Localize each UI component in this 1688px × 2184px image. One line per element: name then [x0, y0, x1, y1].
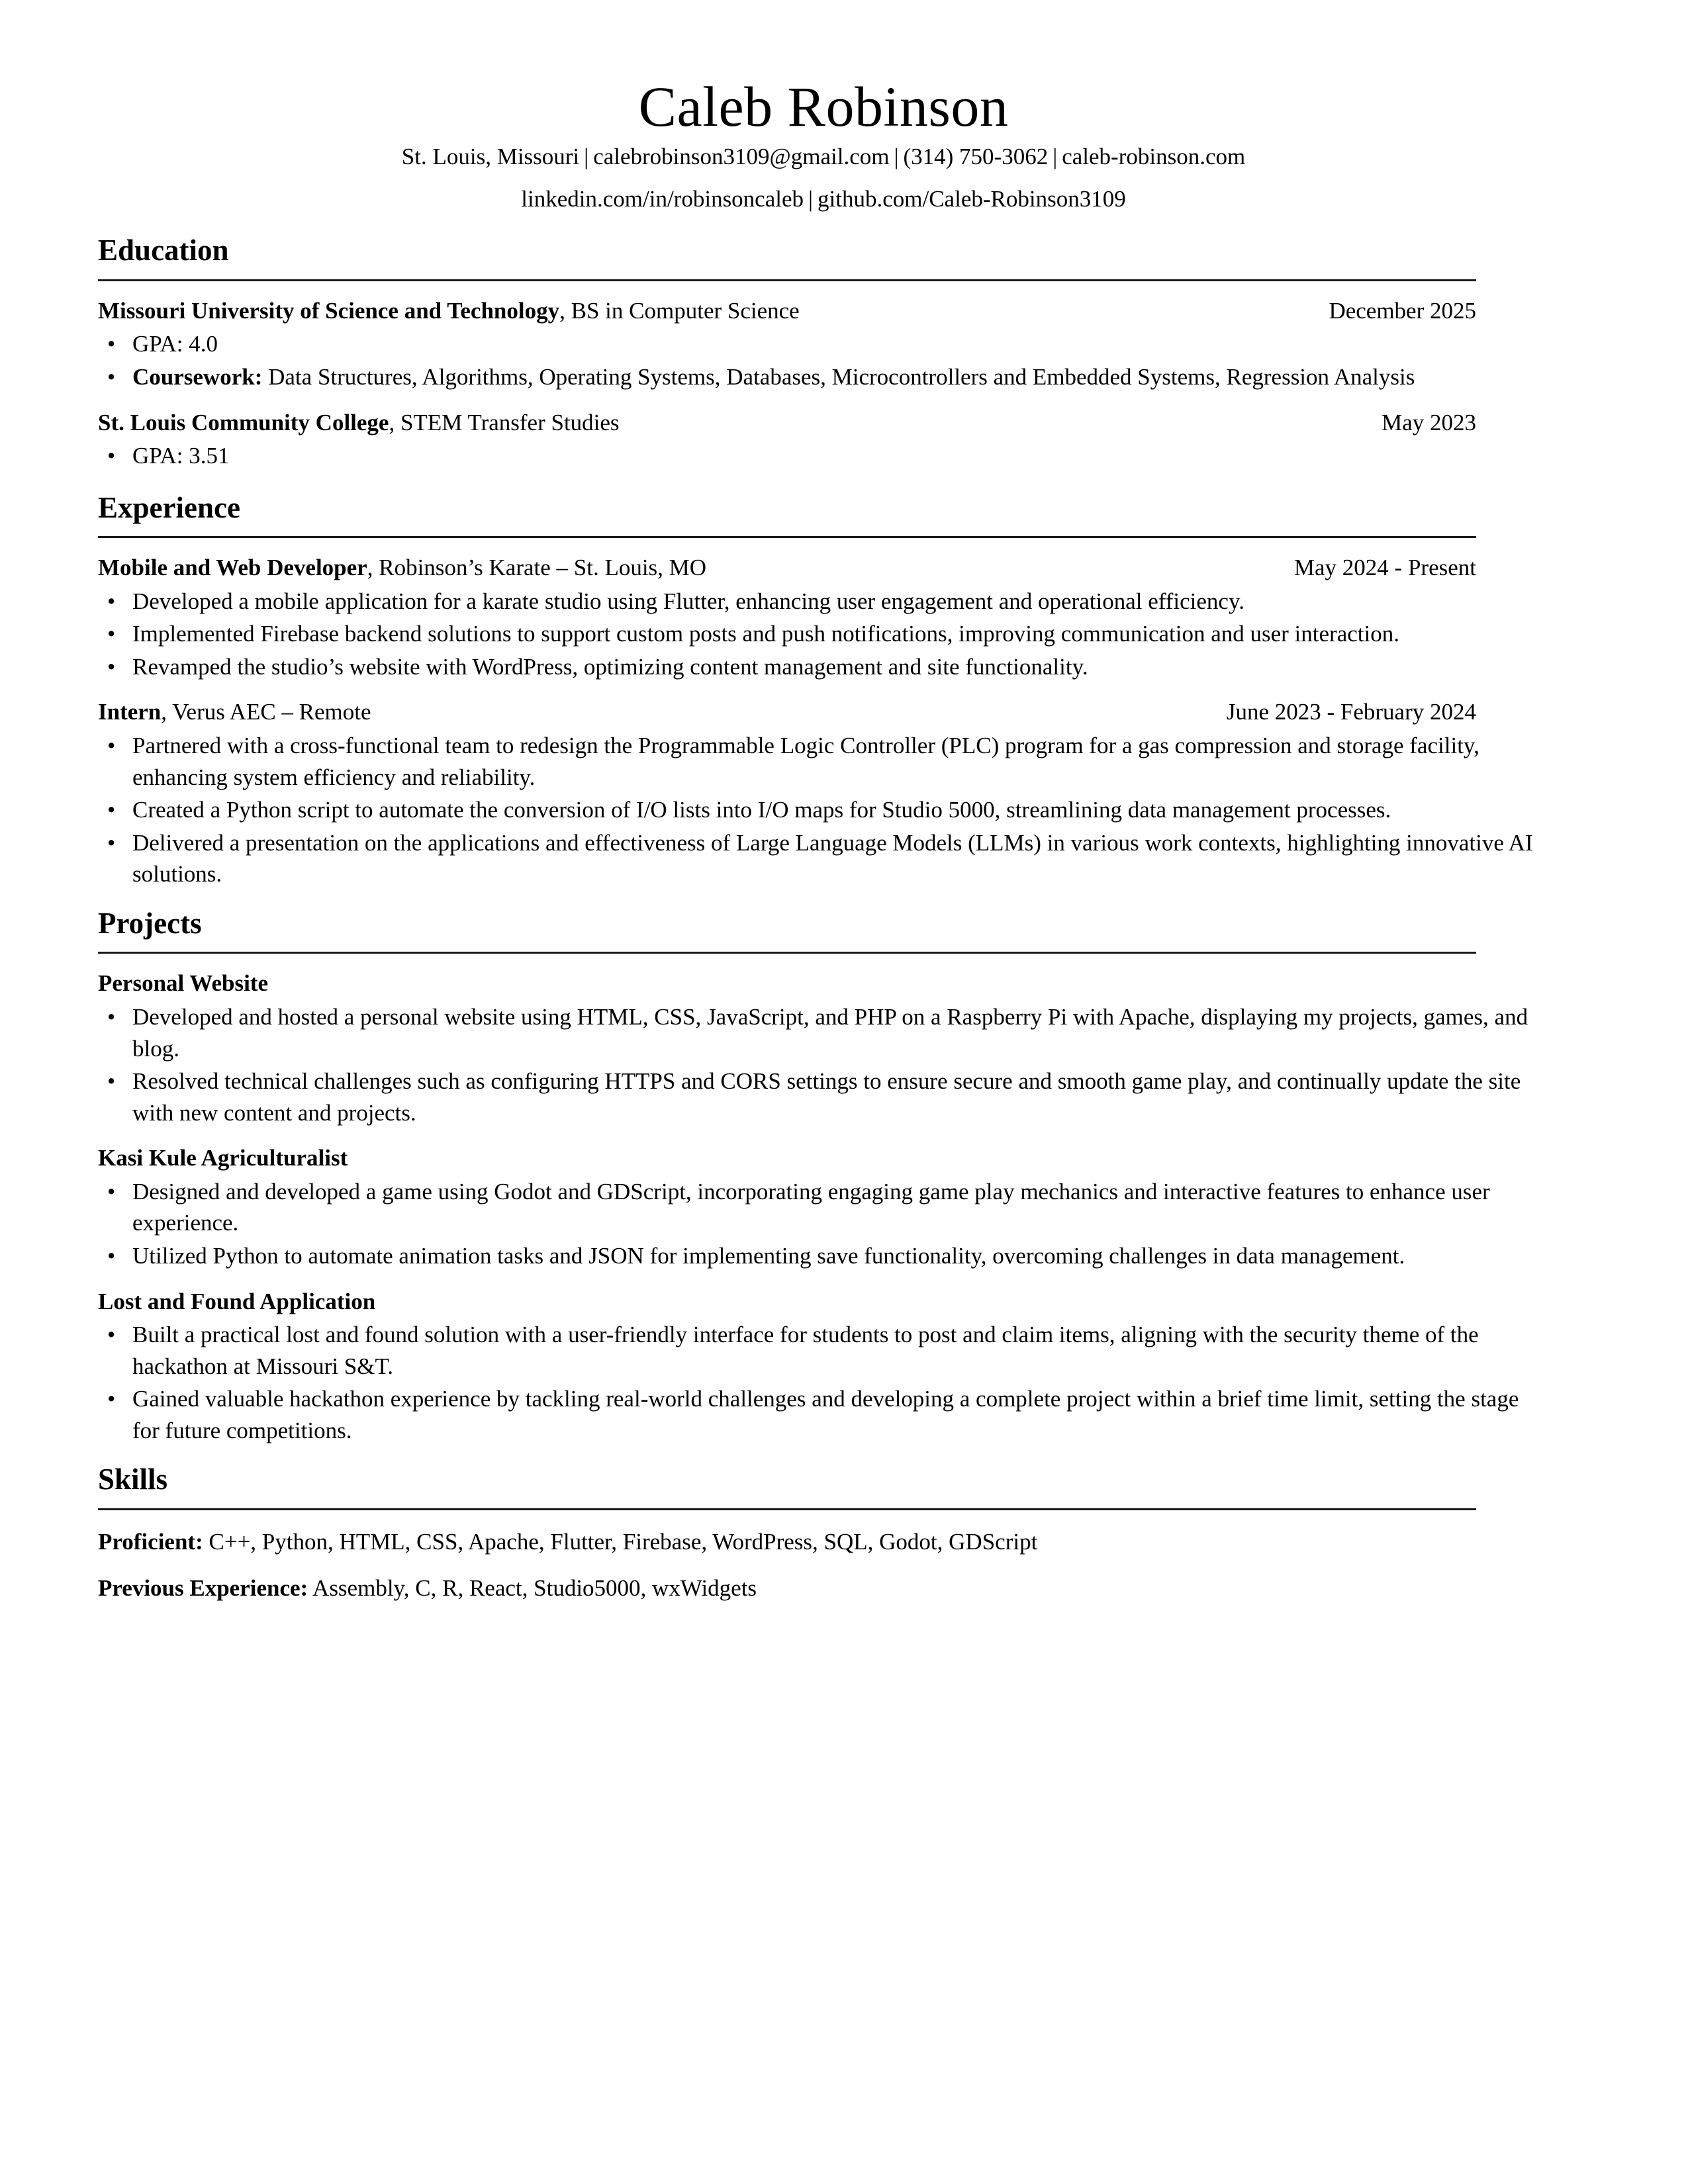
- list-item: [98, 827, 1549, 890]
- contact-linkedin[interactable]: linkedin.com/in/robinsoncaleb: [521, 186, 804, 212]
- section-divider: [98, 279, 1476, 281]
- section-education: [98, 234, 1549, 471]
- bullet-text: Delivered a presentation on the applications and effectiveness of Large Language Models (LLMs) in various work contexts, highlighting innovative AI solutions.: [132, 829, 1533, 887]
- section-title-projects: Projects: [98, 906, 202, 940]
- bullet-text: Revamped the studio’s website with WordPress, optimizing content management and site functionality.: [132, 653, 1088, 680]
- project-name: Personal Website: [98, 970, 268, 997]
- contact-line-primary: [98, 142, 1549, 172]
- project-entry: [98, 1143, 1549, 1271]
- skill-label: Previous Experience:: [98, 1574, 308, 1601]
- list-item: [98, 586, 1549, 617]
- bullet-list: [98, 1176, 1549, 1272]
- list-item: [98, 1176, 1549, 1239]
- bullet-text: Developed a mobile application for a karate studio using Flutter, enhancing user engagement and operational efficiency.: [132, 588, 1244, 614]
- list-item: [98, 618, 1549, 650]
- separator-icon: |: [584, 144, 589, 169]
- institution-name: St. Louis Community College: [98, 409, 389, 435]
- list-item: [98, 440, 1549, 472]
- section-divider: [98, 952, 1476, 954]
- section-experience: [98, 492, 1549, 890]
- institution-detail: , STEM Transfer Studies: [389, 409, 620, 435]
- bullet-text: Gained valuable hackathon experience by tackling real-world challenges and developing a complete project within a brief time limit, setting the stage for future competitions.: [132, 1386, 1519, 1443]
- section-title-skills: Skills: [98, 1463, 168, 1496]
- job-title: Intern: [98, 699, 162, 725]
- bullet-list: [98, 328, 1549, 392]
- employer-detail: , Verus AEC – Remote: [161, 699, 371, 725]
- employer-detail: , Robinson’s Karate – St. Louis, MO: [367, 555, 707, 581]
- skill-values: C++, Python, HTML, CSS, Apache, Flutter, Firebase, WordPress, SQL, Godot, GDScript: [203, 1528, 1038, 1555]
- entry-header: [98, 697, 1476, 727]
- entry-date: May 2023: [1382, 409, 1476, 435]
- bullet-text: Implemented Firebase backend solutions to support custom posts and push notifications, improving communication and user interaction.: [132, 621, 1399, 647]
- separator-icon: |: [808, 186, 814, 212]
- skill-values: Assembly, C, R, React, Studio5000, wxWidgets: [308, 1574, 757, 1601]
- contact-line-secondary: [98, 184, 1549, 214]
- list-item: [98, 794, 1549, 826]
- bullet-text: Resolved technical challenges such as configuring HTTPS and CORS settings to ensure secure and smooth game play, and continually update the site with new content and projects.: [132, 1068, 1521, 1126]
- list-item: [98, 361, 1549, 393]
- bullet-text: GPA: 4.0: [132, 331, 218, 357]
- contact-github[interactable]: github.com/Caleb-Robinson3109: [818, 186, 1126, 212]
- institution-name: Missouri University of Science and Technology: [98, 297, 560, 324]
- bullet-list: [98, 1319, 1549, 1446]
- bullet-list: [98, 730, 1549, 890]
- list-item: [98, 1240, 1549, 1272]
- section-divider: [98, 1508, 1476, 1510]
- skill-line-proficient: [98, 1526, 1549, 1558]
- education-entry: [98, 408, 1549, 472]
- section-title-experience: Experience: [98, 490, 240, 524]
- contact-email[interactable]: calebrobinson3109@gmail.com: [593, 144, 890, 169]
- bullet-list: [98, 440, 1549, 472]
- bullet-text: GPA: 3.51: [132, 443, 230, 469]
- contact-website[interactable]: caleb-robinson.com: [1062, 144, 1246, 169]
- contact-location: St. Louis, Missouri: [401, 144, 580, 169]
- bullet-text: Created a Python script to automate the conversion of I/O lists into I/O maps for Studio 5000, streamlining data management processes.: [132, 797, 1391, 823]
- entry-date: June 2023 - February 2024: [1226, 699, 1476, 725]
- bullet-text: Designed and developed a game using Godot and GDScript, incorporating engaging game play mechanics and interactive features to enhance user experience.: [132, 1178, 1490, 1236]
- separator-icon: |: [894, 144, 899, 169]
- experience-entry: [98, 553, 1549, 682]
- entry-title-group: [98, 553, 706, 583]
- bullet-text: Partnered with a cross-functional team to redesign the Programmable Logic Controller (PLC) program for a gas compression and storage facility, enhancing system efficiency and reliability.: [132, 732, 1479, 790]
- skill-line-previous: [98, 1572, 1549, 1604]
- job-title: Mobile and Web Developer: [98, 555, 367, 581]
- entry-header: [98, 553, 1476, 583]
- candidate-name: Caleb Robinson: [638, 75, 1009, 138]
- project-name: Lost and Found Application: [98, 1288, 376, 1314]
- bullet-text: Built a practical lost and found solution with a user-friendly interface for students to post and claim items, aligning with the security theme of the hackathon at Missouri S&T.: [132, 1322, 1479, 1379]
- entry-title-group: [98, 408, 620, 438]
- bullet-text: Utilized Python to automate animation tasks and JSON for implementing save functionality, overcoming challenges in data management.: [132, 1242, 1405, 1269]
- list-item: [98, 1066, 1549, 1128]
- section-projects: [98, 907, 1549, 1447]
- bullet-list: [98, 586, 1549, 683]
- bullet-text: Developed and hosted a personal website using HTML, CSS, JavaScript, and PHP on a Raspberry Pi with Apache, displaying my projects, games, and blog.: [132, 1003, 1528, 1062]
- entry-date: December 2025: [1329, 297, 1476, 324]
- separator-icon: |: [1053, 144, 1058, 169]
- project-entry: [98, 968, 1549, 1128]
- list-item: [98, 328, 1549, 360]
- bullet-lead: Coursework:: [132, 363, 263, 390]
- education-entry: [98, 296, 1549, 393]
- contact-phone: (314) 750-3062: [903, 144, 1049, 169]
- project-name: Kasi Kule Agriculturalist: [98, 1145, 348, 1171]
- list-item: [98, 1001, 1549, 1064]
- bullet-text: Data Structures, Algorithms, Operating Systems, Databases, Microcontrollers and Embedded Systems, Regression Analysis: [262, 363, 1415, 390]
- entry-date: May 2024 - Present: [1293, 555, 1476, 581]
- section-skills: [98, 1463, 1549, 1604]
- entry-title-group: [98, 296, 800, 326]
- resume-header: [98, 75, 1549, 214]
- entry-header: [98, 408, 1476, 438]
- list-item: [98, 730, 1549, 793]
- bullet-list: [98, 1001, 1549, 1128]
- experience-entry: [98, 697, 1549, 889]
- section-divider: [98, 536, 1476, 538]
- project-entry: [98, 1287, 1549, 1447]
- list-item: [98, 651, 1549, 683]
- skill-label: Proficient:: [98, 1528, 203, 1555]
- entry-title-group: [98, 697, 371, 727]
- section-title-education: Education: [98, 234, 229, 267]
- list-item: [98, 1319, 1549, 1382]
- entry-header: [98, 296, 1476, 326]
- list-item: [98, 1383, 1549, 1446]
- institution-detail: , BS in Computer Science: [559, 297, 800, 324]
